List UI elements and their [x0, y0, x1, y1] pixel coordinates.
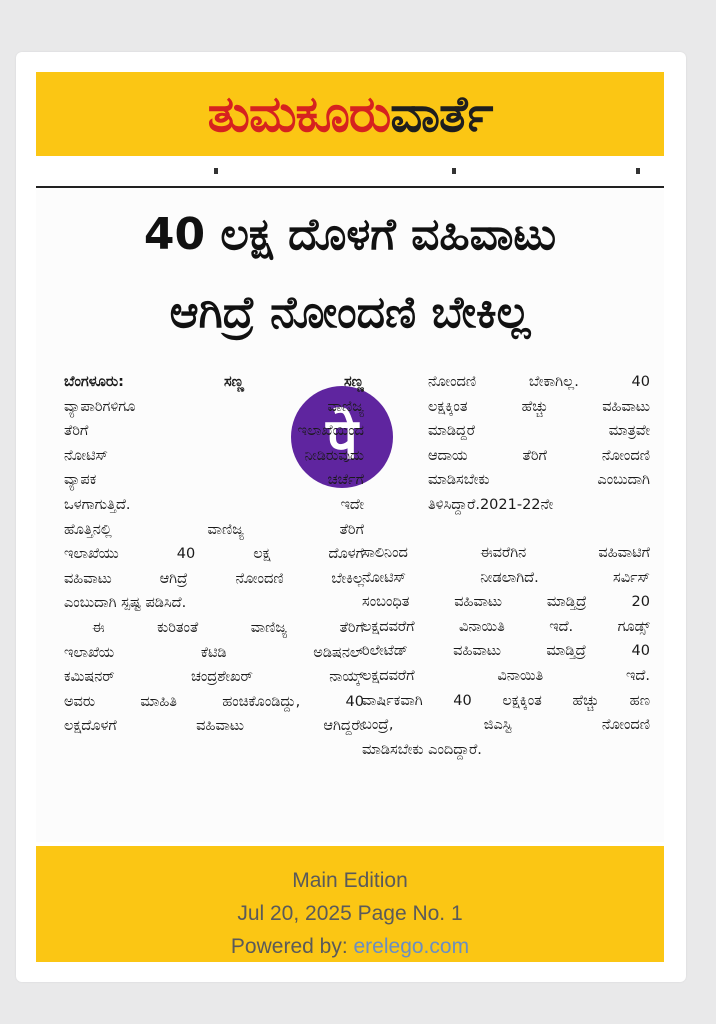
column-line: ನೋಂದಣಿ ಬೇಕಾಗಿಲ್ಲ. 40	[428, 374, 650, 390]
column-line: ಮಾಡಿಸಬೇಕು ಎಂದಿದ್ದಾರೆ.	[362, 741, 482, 758]
column-line: ವ್ಯಾಪಕ ಚರ್ಚೆಗೆ	[64, 472, 364, 489]
column-line: ಮಾಡಿದ್ದರೆ ಮಾತ್ರವೇ	[428, 423, 650, 440]
column-line: ಇಲಾಖೆಯು 40 ಲಕ್ಷ ದೊಳಗೆ	[64, 546, 364, 563]
headline-line-1: 40 ಲಕ್ಷ ದೊಳಗೆ ವಹಿವಾಟು	[143, 209, 557, 260]
edition-footer	[36, 846, 664, 962]
powered-by-label: Powered by:	[230, 935, 348, 958]
column-line: ರಿಲೇಟೆಡ್ ವಹಿವಾಟು ಮಾಡ್ತಿದ್ರೆ 40	[362, 643, 650, 660]
strip-tick	[636, 168, 640, 174]
column-line: ವ್ಯಾಪಾರಿಗಳಿಗೂ ವಾಣಿಜ್ಯ	[64, 398, 364, 415]
masthead-title	[208, 85, 493, 144]
edition-name: Main Edition	[292, 869, 408, 892]
article-column-bottom-right	[362, 541, 650, 762]
headline-line-2: ಆಗಿದ್ರೆ ನೋಂದಣಿ ಬೇಕಿಲ್ಲ	[169, 287, 531, 338]
column-line: ತಿಳಿಸಿದ್ದಾರೆ.2021-22ನೇ	[428, 496, 554, 513]
powered-by-link[interactable]: erelego.com	[353, 935, 470, 958]
column-line: ವಹಿವಾಟು ಆಗಿದ್ರೆ ನೋಂದಣಿ ಬೇಕಿಲ್ಲ	[64, 570, 364, 587]
powered-by-line	[36, 930, 664, 963]
column-line: ಅವರು ಮಾಹಿತಿ ಹಂಚಿಕೊಂಡಿದ್ದು, 40	[64, 693, 364, 710]
column-line: ಇಲಾಖೆಯ ಕೆಟಿಡಿ ಅಡಿಷನಲ್	[64, 644, 364, 661]
article-column-right	[428, 370, 650, 518]
column-line: ಲಕ್ಷದೊಳಗೆ ವಹಿವಾಟು ಆಗಿದ್ದರೇ	[64, 718, 364, 735]
phonepe-logo-glyph: पे	[326, 407, 358, 472]
article-headline	[36, 196, 664, 352]
column-line: ನೋಟಿಸ್ ನೀಡಿರುವುದು	[64, 447, 364, 464]
column-line: ಈ ಕುರಿತಂತೆ ವಾಣಿಜ್ಯ ತೆರಿಗೆ	[92, 619, 364, 636]
article-column-left	[64, 370, 364, 739]
edition-date-page: Jul 20, 2025 Page No. 1	[237, 902, 463, 925]
column-line: ನೋಟಿಸ್ ನೀಡಲಾಗಿದೆ. ಸರ್ವಿಸ್	[362, 569, 650, 586]
column-line: ಒಳಗಾಗುತ್ತಿದೆ. ಇದೇ	[64, 496, 364, 513]
column-line: ಹೊತ್ತಿನಲ್ಲಿ ವಾಣಿಜ್ಯ ತೆರಿಗೆ	[64, 521, 364, 538]
column-line: ಲಕ್ಷಕ್ಕಿಂತ ಹೆಚ್ಚು ವಹಿವಾಟು	[428, 398, 650, 415]
strip-tick	[452, 168, 456, 174]
column-line: ಲಕ್ಷದವರೆಗೆ ವಿನಾಯಿತಿ ಇದೆ. ಗೂಡ್ಸ್	[362, 618, 650, 635]
masthead-title-dark: ವಾರ್ತೆ	[390, 84, 493, 143]
masthead-banner	[36, 72, 664, 156]
news-clipping	[36, 190, 664, 842]
strip-tick	[214, 168, 218, 174]
divider-rule	[36, 186, 664, 188]
column-line: ಬೆಂಗಳೂರು: ಸಣ್ಣ ಸಣ್ಣ	[64, 374, 364, 390]
column-line: ಆದಾಯ ತೆರಿಗೆ ನೋಂದಣಿ	[428, 447, 650, 464]
masthead-title-red: ತುಮಕೂರು	[207, 84, 391, 143]
column-line: ಬಂದ್ರೆ, ಜಿಎಸ್ಟಿ ನೋಂದಣಿ	[362, 717, 650, 734]
column-line: ಎಂಬುದಾಗಿ ಸ್ಪಷ್ಟ ಪಡಿಸಿದೆ.	[64, 595, 187, 612]
clip-top-edge	[36, 158, 664, 188]
column-line: ತೆರಿಗೆ ಇಲಾಖೆಯಿಂದ	[64, 423, 364, 440]
column-line: ಲಕ್ಷದವರೆಗೆ ವಿನಾಯಿತಿ ಇದೆ.	[362, 667, 650, 684]
column-line: ಸಾಲಿನಿಂದ ಈವರೆಗಿನ ವಹಿವಾಟಿಗೆ	[362, 545, 650, 561]
column-line: ವಾರ್ಷಿಕವಾಗಿ 40 ಲಕ್ಷಕ್ಕಿಂತ ಹೆಚ್ಚು ಹಣ	[362, 692, 650, 709]
column-line: ಮಾಡಿಸಬೇಕು ಎಂಬುದಾಗಿ	[428, 472, 650, 489]
column-line: ಕಮಿಷನರ್ ಚಂದ್ರಶೇಖರ್ ನಾಯ್ಕ್	[64, 669, 364, 686]
column-line: ಸಂಬಂಧಿತ ವಹಿವಾಟು ಮಾಡ್ತಿದ್ರೆ 20	[362, 594, 650, 611]
